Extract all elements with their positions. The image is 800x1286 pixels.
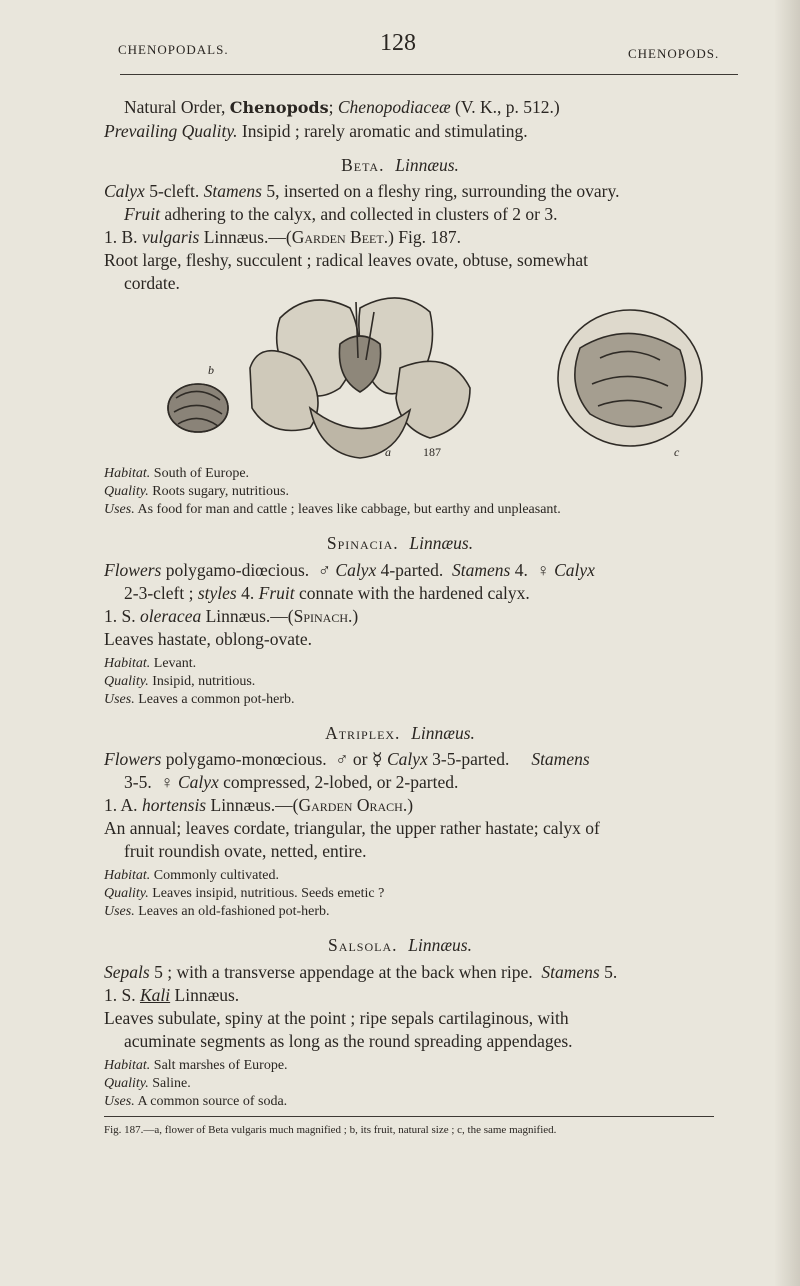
atriplex-description-2: fruit roundish ovate, netted, entire. (124, 841, 367, 861)
atriplex-char-1: Flowers polygamo-monœcious. ♂ or ☿ Calyx 3-5-parted. Stamens (104, 749, 590, 769)
atriplex-char-2: 3-5. ♀ Calyx compressed, 2-lobed, or 2-parted. (124, 772, 459, 792)
figure-187 (160, 288, 720, 460)
spinacia-quality: Quality. Insipid, nutritious. (104, 674, 256, 689)
prevailing-quality: Prevailing Quality. Insipid ; rarely aromatic and stimulating. (104, 121, 528, 141)
flower-magnified-drawing (250, 298, 470, 458)
spinacia-description: Leaves hastate, oblong-ovate. (104, 629, 312, 649)
order-line: Natural Order, Chenopods; Chenopodiaceæ (V. K., p. 512.) (124, 97, 560, 117)
beta-char-1: Calyx 5-cleft. Stamens 5, inserted on a fleshy ring, surrounding the ovary. (104, 181, 620, 201)
header-rule (120, 74, 738, 75)
footnote-rule (104, 1116, 714, 1117)
fruit-natural-size-drawing (168, 384, 228, 432)
genus-heading-spinacia: Spinacia. Linnæus. (326, 533, 474, 553)
spinacia-uses: Uses. Leaves a common pot-herb. (104, 692, 295, 707)
beta-habitat: Habitat. South of Europe. (104, 466, 250, 481)
running-head-right: CHENOPODS. (628, 46, 720, 61)
figure-caption: Fig. 187.—a, flower of Beta vulgaris much magnified ; b, its fruit, natural size ; c, the same magnified. (104, 1124, 557, 1136)
spinacia-char-1: Flowers polygamo-diœcious. ♂ Calyx 4-parted. Stamens 4. ♀ Calyx (104, 560, 595, 580)
beta-description-1: Root large, fleshy, succulent ; radical leaves ovate, obtuse, somewhat (104, 250, 589, 270)
page-number: 128 (380, 30, 416, 56)
atriplex-uses: Uses. Leaves an old-fashioned pot-herb. (104, 904, 330, 919)
salsola-char-1: Sepals 5 ; with a transverse appendage at the back when ripe. Stamens 5. (104, 962, 618, 982)
fig-label-a: a (385, 445, 391, 459)
atriplex-species: 1. A. hortensis Linnæus.—(Garden Orach.) (104, 795, 414, 815)
beta-quality: Quality. Roots sugary, nutritious. (104, 484, 289, 499)
salsola-quality: Quality. Saline. (104, 1076, 191, 1091)
genus-heading-atriplex: Atriplex. Linnæus. (325, 723, 475, 743)
spinacia-habitat: Habitat. Levant. (104, 656, 197, 671)
genus-heading-salsola: Salsola. Linnæus. (328, 935, 472, 955)
fruit-magnified-drawing (558, 310, 702, 446)
beta-description-2: cordate. (124, 273, 180, 293)
beta-uses: Uses. As food for man and cattle ; leaves like cabbage, but earthy and unpleasant. (104, 502, 561, 517)
fig-label-b: b (208, 363, 214, 377)
salsola-description-2: acuminate segments as long as the round spreading appendages. (124, 1031, 573, 1051)
genus-heading-beta: Beta. Linnæus. (341, 155, 459, 175)
spinacia-char-2: 2-3-cleft ; styles 4. Fruit connate with the hardened calyx. (124, 583, 530, 603)
spinacia-species: 1. S. oleracea Linnæus.—(Spinach.) (104, 606, 359, 626)
fig-number: 187 (423, 445, 441, 459)
beta-char-2: Fruit adhering to the calyx, and collected in clusters of 2 or 3. (124, 204, 558, 224)
atriplex-description-1: An annual; leaves cordate, triangular, the upper rather hastate; calyx of (104, 818, 600, 838)
atriplex-habitat: Habitat. Commonly cultivated. (104, 868, 279, 883)
page-edge-shadow (774, 0, 800, 1286)
beta-species: 1. B. vulgaris Linnæus.—(Garden Beet.) Fig. 187. (104, 227, 462, 247)
atriplex-quality: Quality. Leaves insipid, nutritious. Seeds emetic ? (104, 886, 385, 901)
fig-label-c: c (674, 445, 680, 459)
salsola-habitat: Habitat. Salt marshes of Europe. (104, 1058, 288, 1073)
salsola-species: 1. S. Kali Linnæus. (104, 985, 240, 1005)
salsola-uses: Uses. A common source of soda. (104, 1094, 288, 1109)
salsola-description-1: Leaves subulate, spiny at the point ; ripe sepals cartilaginous, with (104, 1008, 569, 1028)
running-head-left: CHENOPODALS. (118, 42, 229, 57)
